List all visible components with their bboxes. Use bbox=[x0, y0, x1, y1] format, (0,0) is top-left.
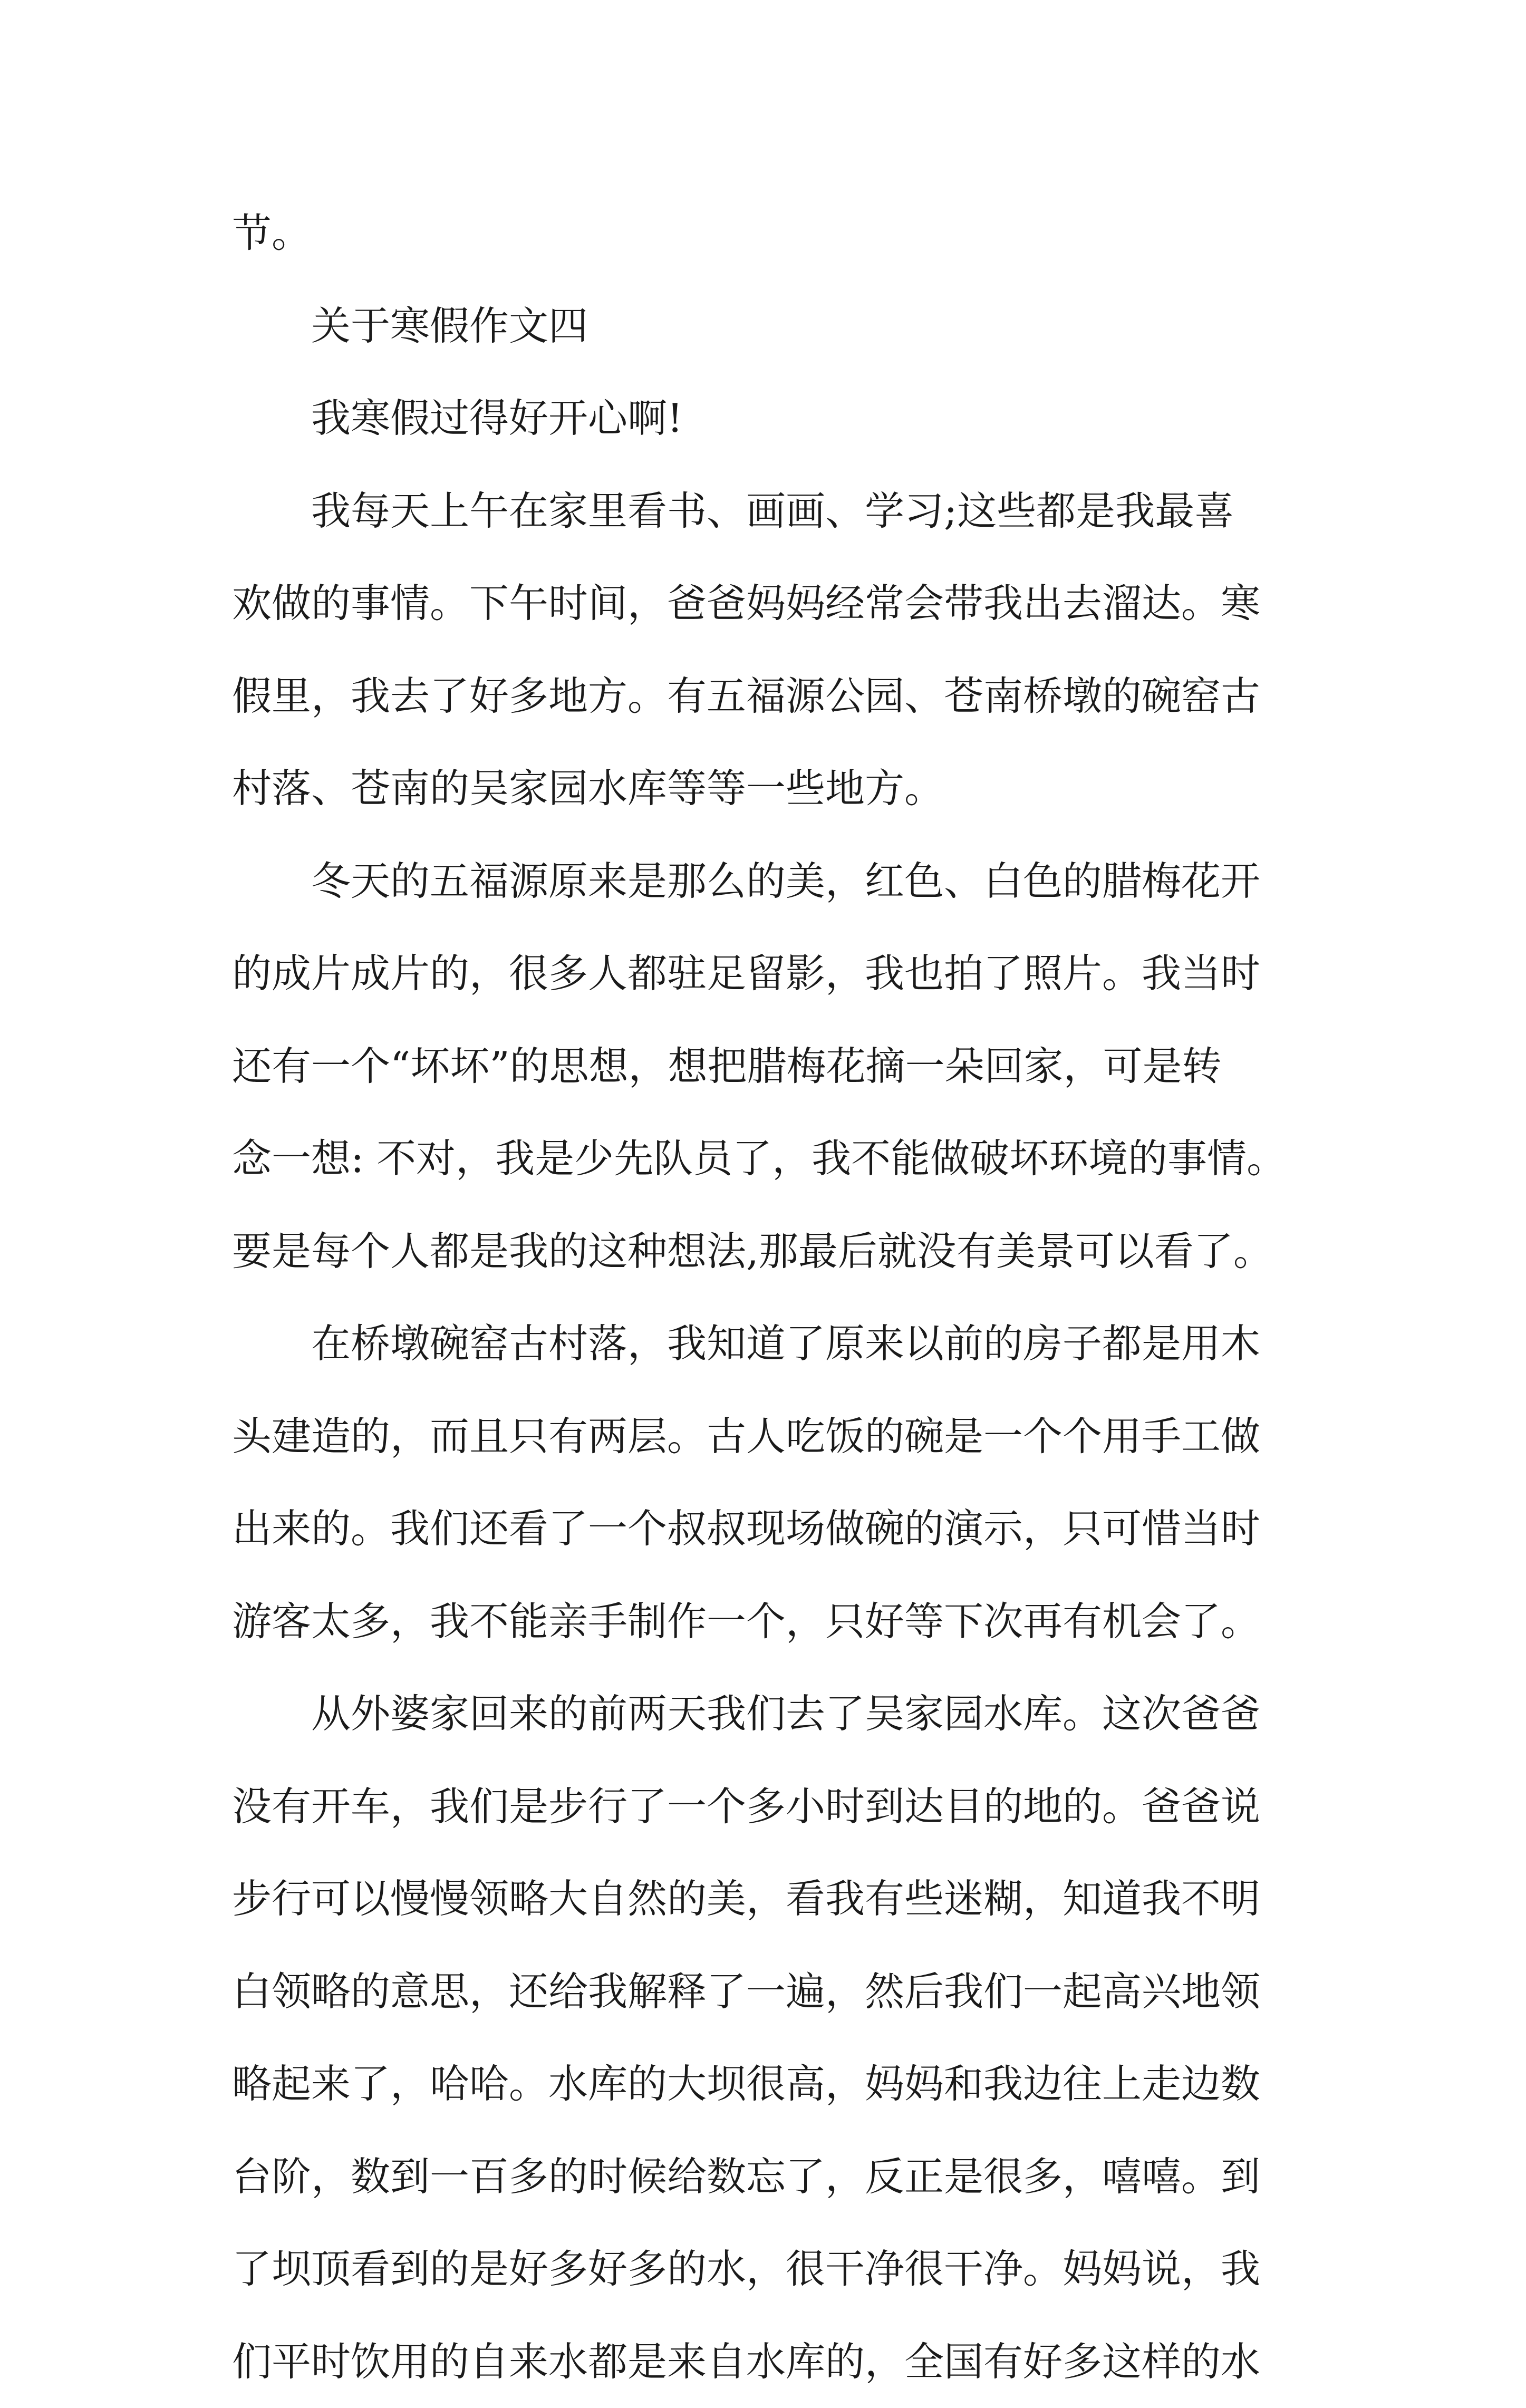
text-line: 略起来了，哈哈。水库的大坝很高，妈妈和我边往上走边数 bbox=[232, 2038, 1313, 2131]
essay-body bbox=[232, 187, 1313, 2408]
text-line: 白领略的意思，还给我解释了一遍，然后我们一起高兴地领 bbox=[232, 1946, 1313, 2038]
text-line: 们平时饮用的自来水都是来自水库的，全国有好多这样的水 bbox=[232, 2316, 1313, 2408]
text-line: 村落、苍南的吴家园水库等等一些地方。 bbox=[232, 742, 1313, 835]
text-line: 没有开车，我们是步行了一个多小时到达目的地的。爸爸说 bbox=[232, 1761, 1313, 1853]
section-heading: 关于寒假作文四 bbox=[232, 280, 1313, 373]
text-line: 从外婆家回来的前两天我们去了吴家园水库。这次爸爸 bbox=[232, 1668, 1313, 1761]
text-line: 步行可以慢慢领略大自然的美，看我有些迷糊，知道我不明 bbox=[232, 1853, 1313, 1946]
text-line: 台阶，数到一百多的时候给数忘了，反正是很多，嘻嘻。到 bbox=[232, 2131, 1313, 2223]
text-line: 头建造的，而且只有两层。古人吃饭的碗是一个个用手工做 bbox=[232, 1390, 1313, 1483]
text-line: 在桥墩碗窑古村落，我知道了原来以前的房子都是用木 bbox=[232, 1298, 1313, 1390]
text-line: 要是每个人都是我的这种想法,那最后就没有美景可以看了。 bbox=[232, 1205, 1313, 1298]
text-line: 冬天的五福源原来是那么的美，红色、白色的腊梅花开 bbox=[232, 835, 1313, 928]
text-line: 假里，我去了好多地方。有五福源公园、苍南桥墩的碗窑古 bbox=[232, 650, 1313, 743]
text-line: 欢做的事情。下午时间，爸爸妈妈经常会带我出去溜达。寒 bbox=[232, 557, 1313, 650]
text-line: 节。 bbox=[232, 187, 1313, 280]
text-line: 我寒假过得好开心啊! bbox=[232, 372, 1313, 465]
text-line: 念一想: 不对，我是少先队员了，我不能做破坏环境的事情。 bbox=[232, 1113, 1313, 1205]
text-line: 我每天上午在家里看书、画画、学习;这些都是我最喜 bbox=[232, 465, 1313, 558]
text-line: 游客太多，我不能亲手制作一个，只好等下次再有机会了。 bbox=[232, 1575, 1313, 1668]
text-line: 的成片成片的，很多人都驻足留影，我也拍了照片。我当时 bbox=[232, 927, 1313, 1020]
text-line: 出来的。我们还看了一个叔叔现场做碗的演示，只可惜当时 bbox=[232, 1483, 1313, 1575]
text-line: 了坝顶看到的是好多好多的水，很干净很干净。妈妈说，我 bbox=[232, 2223, 1313, 2316]
text-line: 还有一个“坏坏”的思想，想把腊梅花摘一朵回家，可是转 bbox=[232, 1020, 1313, 1113]
